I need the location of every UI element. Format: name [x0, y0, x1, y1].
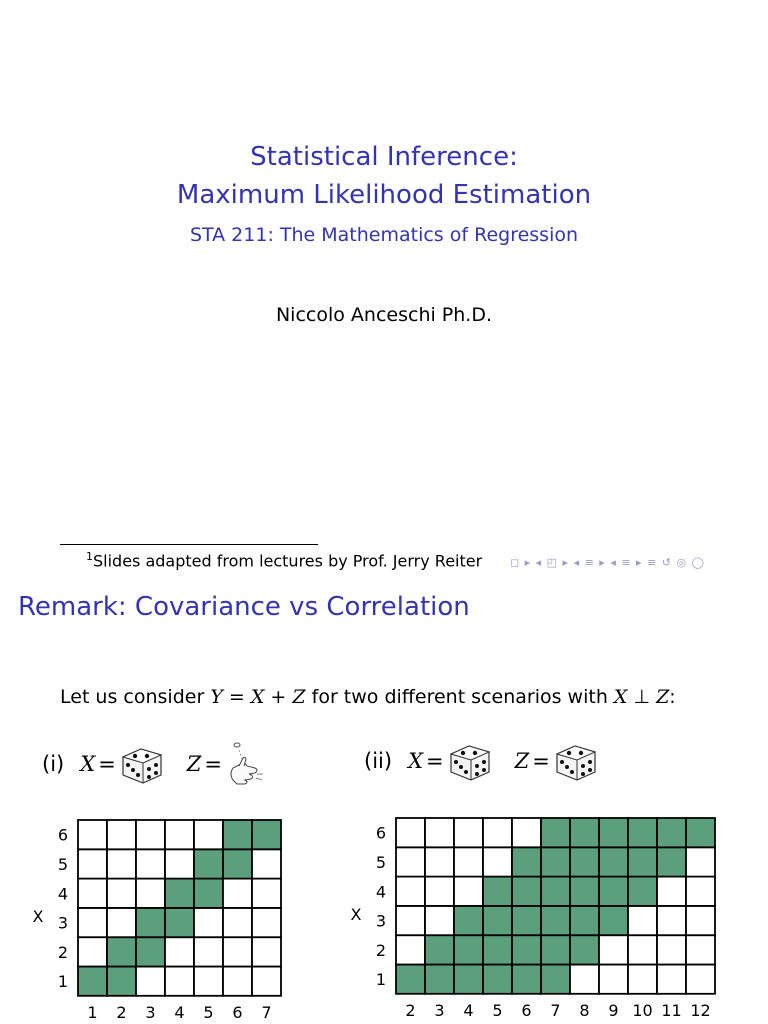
grid-cell-empty: [78, 849, 107, 878]
scenario-ii-eq-z: =: [532, 749, 550, 773]
grid-cell-filled: [512, 847, 541, 876]
grid-cell-empty: [599, 935, 628, 964]
x-tick-label: 7: [550, 1000, 561, 1020]
grid-cell-filled: [541, 818, 570, 847]
grid-cell-filled: [628, 847, 657, 876]
y-tick-label: 4: [57, 884, 68, 904]
grid-cell-empty: [165, 937, 194, 966]
grid-cell-filled: [628, 877, 657, 906]
x-tick-label: 4: [174, 1002, 185, 1022]
y-axis-label: X: [350, 904, 362, 924]
grid-cell-filled: [454, 935, 483, 964]
grid-cell-empty: [165, 820, 194, 849]
scenario-i-eq-x: =: [98, 752, 116, 776]
y-tick-label: 2: [375, 940, 386, 960]
grid-cell-empty: [252, 937, 281, 966]
grid-cell-empty: [78, 879, 107, 908]
grid-cell-empty: [136, 967, 165, 996]
grid-cell-empty: [223, 937, 252, 966]
grid-cell-empty: [136, 879, 165, 908]
grid-cell-empty: [425, 847, 454, 876]
grid-cell-filled: [599, 877, 628, 906]
grid-cell-filled: [78, 967, 107, 996]
x-tick-label: 1: [87, 1002, 98, 1022]
grid-cell-empty: [425, 818, 454, 847]
scenario-ii-z: Z: [514, 749, 530, 773]
grid-cell-filled: [483, 965, 512, 994]
grid-cell-empty: [396, 818, 425, 847]
grid-cell-filled: [570, 906, 599, 935]
frame-title: Remark: Covariance vs Correlation: [18, 592, 470, 622]
var-y: Y: [210, 686, 223, 708]
grid-cell-empty: [628, 935, 657, 964]
y-axis-label: X: [32, 906, 44, 926]
grid-cell-filled: [599, 818, 628, 847]
grid-cell-empty: [136, 820, 165, 849]
grid-cell-empty: [252, 879, 281, 908]
x-tick-label: 2: [116, 1002, 127, 1022]
grid-cell-empty: [686, 965, 715, 994]
footnote: [86, 550, 482, 570]
grid-cell-empty: [252, 849, 281, 878]
x-tick-label: 10: [632, 1000, 653, 1020]
grid-cell-empty: [165, 849, 194, 878]
scenario-i-label: (i): [42, 752, 65, 776]
y-tick-label: 3: [57, 913, 68, 933]
author: Niccolo Anceschi Ph.D.: [275, 304, 493, 326]
grid-cell-empty: [657, 906, 686, 935]
grid-cell-empty: [396, 906, 425, 935]
intro-prefix: Let us consider: [60, 686, 211, 708]
x-tick-label: 3: [434, 1000, 445, 1020]
intro-middle: for two different scenarios with: [305, 686, 614, 708]
grid-cell-empty: [628, 965, 657, 994]
scenario-ii: [364, 738, 599, 784]
grid-cell-empty: [78, 908, 107, 937]
y-tick-label: 5: [57, 854, 68, 874]
grid-cell-filled: [599, 847, 628, 876]
x-tick-label: 3: [145, 1002, 156, 1022]
die-icon: [119, 741, 165, 787]
grid-cell-empty: [194, 937, 223, 966]
grid-cell-empty: [396, 877, 425, 906]
grid-cell-empty: [657, 935, 686, 964]
grid-cell-filled: [599, 906, 628, 935]
grid-cell-empty: [223, 908, 252, 937]
scenario-ii-x: X: [408, 749, 424, 773]
grid-cell-empty: [252, 967, 281, 996]
grid-cell-filled: [570, 847, 599, 876]
grid-cell-empty: [78, 820, 107, 849]
die-icon: [447, 738, 493, 784]
grid-cell-empty: [425, 906, 454, 935]
x-tick-label: 5: [203, 1002, 214, 1022]
grid-cell-filled: [425, 935, 454, 964]
grid-cell-filled: [483, 906, 512, 935]
grid-cell-empty: [194, 967, 223, 996]
grid-cell-empty: [396, 935, 425, 964]
grid-cell-filled: [454, 965, 483, 994]
footnote-mark: 1: [86, 550, 93, 563]
grid-cell-empty: [454, 818, 483, 847]
y-tick-label: 6: [375, 823, 386, 843]
intro-colon: :: [669, 686, 676, 708]
grid-cell-empty: [223, 879, 252, 908]
grid-cell-filled: [107, 967, 136, 996]
grid-cell-empty: [107, 820, 136, 849]
grid-cell-filled: [425, 965, 454, 994]
grid-cell-filled: [194, 879, 223, 908]
grid-cell-empty: [78, 937, 107, 966]
y-tick-label: 3: [375, 911, 386, 931]
scenario-i: [42, 740, 265, 788]
grid-cell-filled: [541, 935, 570, 964]
footnote-rule: [60, 544, 318, 545]
grid-cell-empty: [396, 847, 425, 876]
beamer-navigation-icons[interactable]: ◻ ▸ ◂ ◰ ▸ ◂ ≡ ▸ ◂ ≡ ▸ ≡ ↺ ◎ ◯: [510, 556, 705, 569]
grid-cell-empty: [686, 935, 715, 964]
grid-cell-filled: [512, 877, 541, 906]
footnote-text: Slides adapted from lectures by Prof. Jerry Reiter: [93, 551, 483, 571]
grid-cell-filled: [657, 818, 686, 847]
title-line-2: Maximum Likelihood Estimation: [176, 180, 592, 210]
grid-cell-empty: [570, 965, 599, 994]
grid-cell-empty: [483, 847, 512, 876]
x-tick-label: 12: [690, 1000, 711, 1020]
x-tick-label: 8: [579, 1000, 590, 1020]
grid-cell-filled: [512, 906, 541, 935]
grid-cell-filled: [483, 935, 512, 964]
grid-cell-empty: [165, 967, 194, 996]
grid-cell-filled: [657, 847, 686, 876]
grid-cell-filled: [136, 937, 165, 966]
var-x-2: X: [613, 686, 628, 708]
grid-cell-filled: [541, 906, 570, 935]
scenario-ii-label: (ii): [364, 749, 393, 773]
title-line-1: Statistical Inference:: [250, 142, 518, 172]
grid-cell-filled: [541, 877, 570, 906]
grid-cell-filled: [570, 935, 599, 964]
scenario-i-x: X: [80, 752, 96, 776]
scenario-i-eq-z: =: [204, 752, 222, 776]
grid-cell-empty: [194, 908, 223, 937]
remark-slide: [0, 580, 768, 1024]
y-tick-label: 5: [375, 852, 386, 872]
grid-cell-filled: [194, 849, 223, 878]
x-tick-label: 9: [608, 1000, 619, 1020]
var-z-2: Z: [656, 686, 670, 708]
grid-cell-empty: [107, 849, 136, 878]
grid-cell-filled: [396, 965, 425, 994]
grid-scenario-i: [20, 812, 320, 1022]
grid-cell-filled: [136, 908, 165, 937]
grid-cell-filled: [483, 877, 512, 906]
y-tick-label: 1: [57, 972, 68, 992]
grid-cell-filled: [223, 849, 252, 878]
var-x: X: [250, 686, 265, 708]
intro-sentence: [60, 686, 676, 708]
grid-cell-filled: [107, 937, 136, 966]
grid-cell-empty: [657, 877, 686, 906]
grid-cell-filled: [165, 908, 194, 937]
scenario-ii-eq-x: =: [426, 749, 444, 773]
grid-cell-filled: [454, 906, 483, 935]
x-tick-label: 11: [661, 1000, 682, 1020]
x-tick-label: 6: [232, 1002, 243, 1022]
grid-cell-empty: [657, 965, 686, 994]
y-tick-label: 4: [375, 882, 386, 902]
grid-cell-filled: [628, 818, 657, 847]
grid-cell-empty: [686, 877, 715, 906]
grid-cell-empty: [194, 820, 223, 849]
x-tick-label: 5: [492, 1000, 503, 1020]
grid-cell-filled: [570, 818, 599, 847]
grid-cell-empty: [686, 906, 715, 935]
grid-scenario-ii: [340, 810, 716, 1020]
x-tick-label: 4: [463, 1000, 474, 1020]
var-z: Z: [292, 686, 306, 708]
grid-cell-empty: [628, 906, 657, 935]
grid-cell-filled: [252, 820, 281, 849]
y-tick-label: 1: [375, 970, 386, 990]
coin-flip-icon: [225, 740, 265, 788]
x-tick-label: 2: [405, 1000, 416, 1020]
grid-cell-empty: [512, 818, 541, 847]
grid-cell-empty: [107, 908, 136, 937]
grid-cell-empty: [425, 877, 454, 906]
x-tick-label: 6: [521, 1000, 532, 1020]
grid-cell-empty: [252, 908, 281, 937]
y-tick-label: 2: [57, 942, 68, 962]
grid-cell-empty: [483, 818, 512, 847]
grid-cell-empty: [223, 967, 252, 996]
grid-cell-empty: [599, 965, 628, 994]
grid-cell-filled: [541, 847, 570, 876]
grid-cell-filled: [223, 820, 252, 849]
grid-cell-filled: [686, 818, 715, 847]
grid-cell-empty: [136, 849, 165, 878]
subtitle: STA 211: The Mathematics of Regression: [189, 224, 579, 246]
equals-sign: =: [222, 686, 251, 708]
y-tick-label: 6: [57, 825, 68, 845]
x-tick-label: 7: [261, 1002, 272, 1022]
die-icon: [553, 738, 599, 784]
plus-sign: +: [264, 686, 293, 708]
grid-cell-filled: [570, 877, 599, 906]
grid-cell-empty: [454, 877, 483, 906]
independence-symbol: ⊥: [627, 686, 657, 708]
grid-cell-filled: [165, 879, 194, 908]
grid-cell-empty: [454, 847, 483, 876]
scenario-i-z: Z: [186, 752, 202, 776]
grid-cell-filled: [512, 965, 541, 994]
grid-cell-empty: [686, 847, 715, 876]
grid-cell-filled: [541, 965, 570, 994]
grid-cell-filled: [512, 935, 541, 964]
grid-cell-empty: [107, 879, 136, 908]
